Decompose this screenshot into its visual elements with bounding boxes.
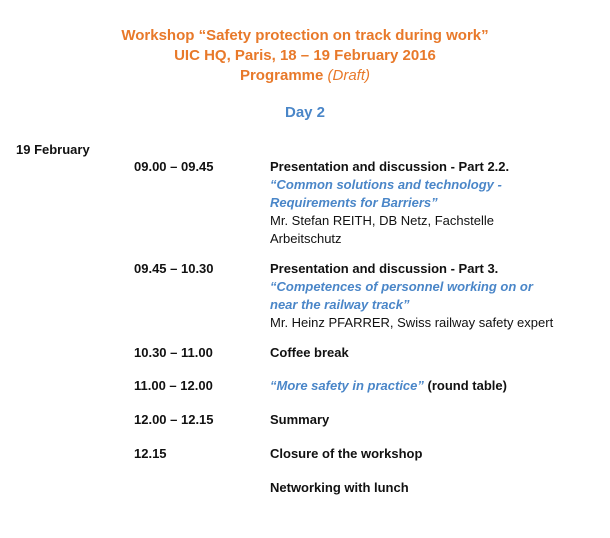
session-italic-title: “More safety in practice” (270, 378, 424, 393)
draft-label: (Draft) (327, 67, 371, 84)
workshop-title: Workshop “Safety protection on track during work” (121, 27, 489, 44)
session-speaker: Arbeitschutz (270, 231, 342, 246)
programme-label: Programme (239, 67, 324, 84)
schedule-time: 09.45 – 10.30 (134, 261, 214, 276)
schedule-time: 12.15 (134, 446, 167, 461)
session-title-suffix: (round table) (423, 378, 507, 393)
session-title: Closure of the workshop (270, 446, 423, 461)
document-header (0, 26, 610, 86)
session-subtitle: Requirements for Barriers” (270, 195, 438, 210)
session-title: Presentation and discussion - Part 3. (270, 261, 499, 276)
session-title: Coffee break (270, 345, 349, 360)
session-speaker: Mr. Heinz PFARRER, Swiss railway safety expert (270, 315, 554, 330)
session-subtitle: near the railway track” (270, 297, 410, 312)
schedule-content (270, 158, 600, 248)
session-title: Summary (270, 412, 330, 427)
session-subtitle: “Competences of personnel working on or (270, 279, 533, 294)
day-heading: Day 2 (284, 104, 326, 121)
schedule-content (270, 260, 600, 332)
session-title: Presentation and discussion - Part 2.2. (270, 159, 510, 174)
workshop-location-date: UIC HQ, Paris, 18 – 19 February 2016 (174, 47, 436, 64)
schedule-time: 11.00 – 12.00 (134, 378, 213, 393)
date-label: 19 February (16, 142, 90, 157)
session-subtitle: “Common solutions and technology - (270, 177, 502, 192)
schedule-time: 09.00 – 09.45 (134, 159, 214, 174)
session-speaker: Mr. Stefan REITH, DB Netz, Fachstelle (270, 213, 494, 228)
schedule-time: 10.30 – 11.00 (134, 345, 213, 360)
programme-heading (0, 66, 610, 86)
schedule-content (270, 377, 600, 395)
session-title: Networking with lunch (270, 480, 409, 495)
schedule-time: 12.00 – 12.15 (134, 412, 214, 427)
